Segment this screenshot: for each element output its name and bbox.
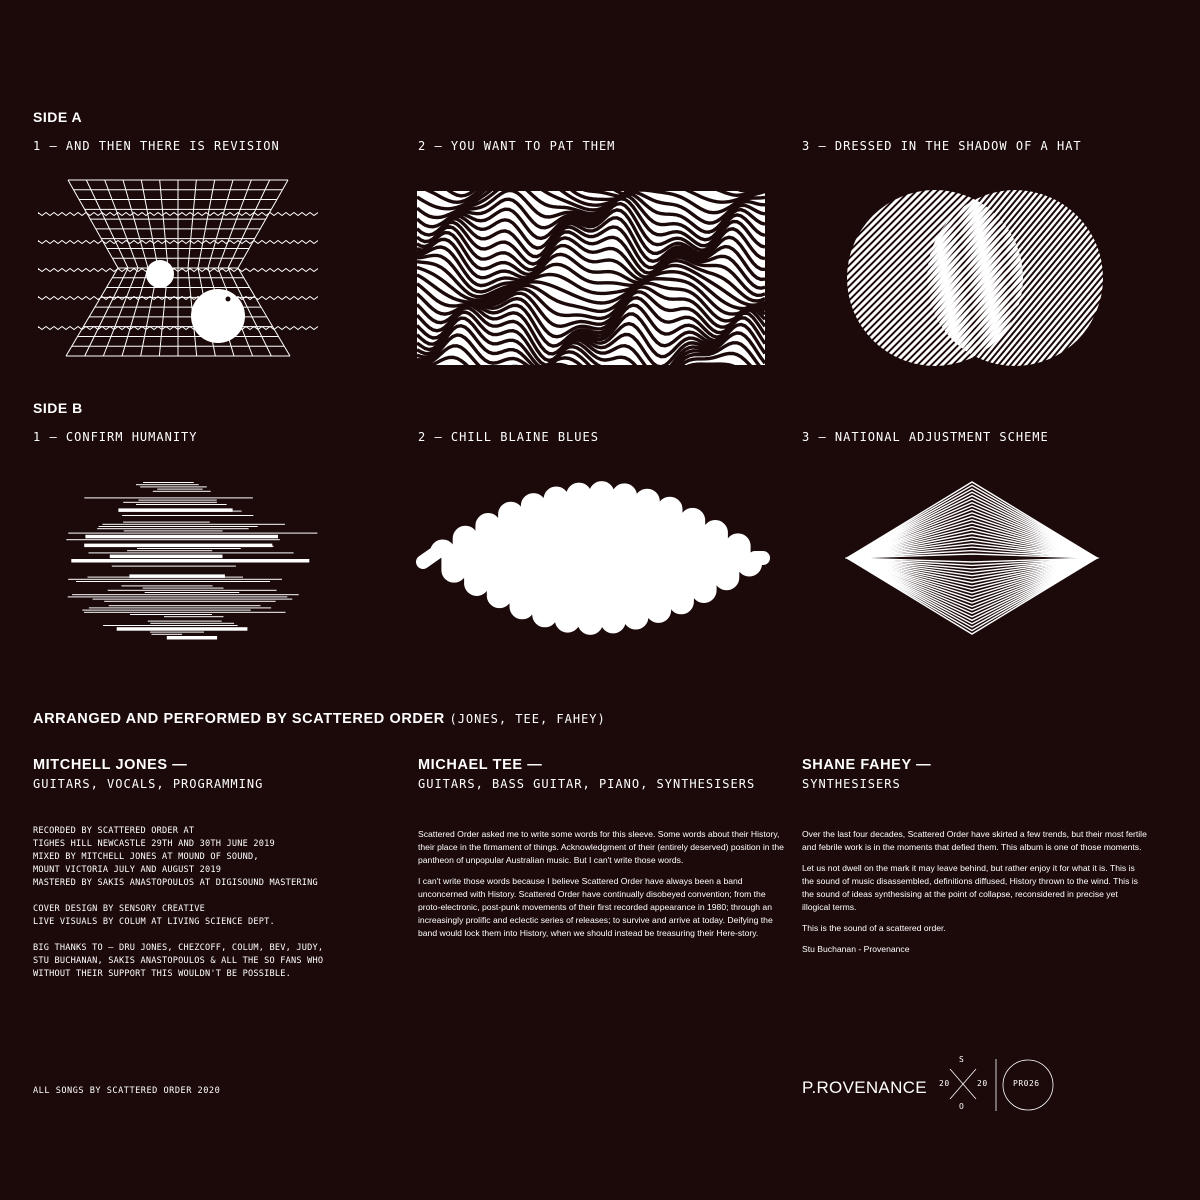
logo-s: S [959,1055,965,1064]
member-name: SHANE FAHEY — [802,757,932,773]
essay-middle [418,828,786,948]
credits-heading [33,711,606,727]
label-logo-text: P.ROVENANCE [802,1078,927,1097]
notes-design: COVER DESIGN BY SENSORY CREATIVE LIVE VISUALS BY COLUM AT LIVING SCIENCE DEPT. [33,904,275,927]
diamond-lines-art [845,478,1100,638]
side-b-track-3: 3 — NATIONAL ADJUSTMENT SCHEME [802,430,1049,444]
side-b-track-1: 1 — CONFIRM HUMANITY [33,430,198,444]
essay-paragraph: Scattered Order asked me to write some words for this sleeve. Some words about their History, their place in the firmament of things. Acknowledgment of their (entirely deserved) position in the pantheon of unpopular Australian music. But I can't write those words. [418,829,784,865]
squiggle-art [415,478,770,638]
credits-heading-text: ARRANGED AND PERFORMED BY SCATTERED ORDER [33,711,445,727]
member-role: SYNTHESISERS [802,777,901,791]
logo-left-year: 20 [939,1079,950,1088]
member-block-fahey [802,757,931,791]
op-art-waves [417,191,765,365]
notes-thanks: BIG THANKS TO – DRU JONES, CHEZCOFF, COLUM, BEV, JUDY, STU BUCHANAN, SAKIS ANASTOPOULOS & ALL THE SO FANS WHO WITHOUT THEIR SUPPORT THIS WOULDN'T BE POSSIBLE. [33,943,324,979]
side-b-heading: SIDE B [33,400,83,416]
notes-recording: RECORDED BY SCATTERED ORDER AT TIGHES HILL NEWCASTLE 29TH AND 30TH JUNE 2019 MIXED BY MITCHELL JONES AT MOUND OF SOUND, MOUNT VICTORIA JULY AND AUGUST 2019 MASTERED BY SAKIS ANASTOPOULOS AT DIGISOUND MASTERING [33,826,318,888]
glitch-lines-art [40,474,320,644]
grid-planets-art [38,178,318,358]
side-a-track-3: 3 — DRESSED IN THE SHADOW OF A HAT [802,139,1082,153]
essay-paragraph: Over the last four decades, Scattered Order have skirted a few trends, but their most fertile and febrile work is in the moments that defied them. This album is one of those moments. [802,829,1147,852]
essay-paragraph: This is the sound of a scattered order. [802,923,946,933]
member-block-jones [33,757,263,791]
logo-right-year: 20 [977,1079,988,1088]
label-logo-mark [930,1055,1060,1115]
side-a-heading: SIDE A [33,109,83,125]
copyright-text: ALL SONGS BY SCATTERED ORDER 2020 [33,1086,221,1096]
essay-right [802,828,1147,964]
member-block-tee [418,757,755,791]
side-a-track-2: 2 — YOU WANT TO PAT THEM [418,139,616,153]
essay-paragraph: Let us not dwell on the mark it may leave behind, but rather enjoy it for what it is. This is the sound of music disassembled, definitions diffused, History thrown to the wind. This is the sound of ideas synthesising at the point of collapse, reconsidered in precise yet illogical terms. [802,863,1138,912]
member-role: GUITARS, BASS GUITAR, PIANO, SYNTHESISERS [418,777,756,791]
essay-signature: Stu Buchanan - Provenance [802,944,910,954]
credits-members-note: (JONES, TEE, FAHEY) [449,712,606,726]
member-role: GUITARS, VOCALS, PROGRAMMING [33,777,264,791]
member-name: MITCHELL JONES — [33,757,188,773]
catalog-number: PR026 [1013,1079,1040,1088]
essay-paragraph: I can't write those words because I believe Scattered Order have always been a band unconcerned with History. Scattered Order have continually disobeyed convention; from the proto-electronic, post-punk movements of their first recorded appearance in 1980; through an increasingly prolific and eclectic series of releases; to survive and arrive at today. Deifying the band would lock them into History, when we should instead be treasuring their Here-story. [418,876,773,938]
side-a-track-1: 1 — AND THEN THERE IS REVISION [33,139,280,153]
logo-o: O [959,1102,965,1111]
member-name: MICHAEL TEE — [418,757,543,773]
striped-circles-art [845,188,1105,368]
side-b-track-2: 2 — CHILL BLAINE BLUES [418,430,599,444]
production-notes [33,825,393,994]
